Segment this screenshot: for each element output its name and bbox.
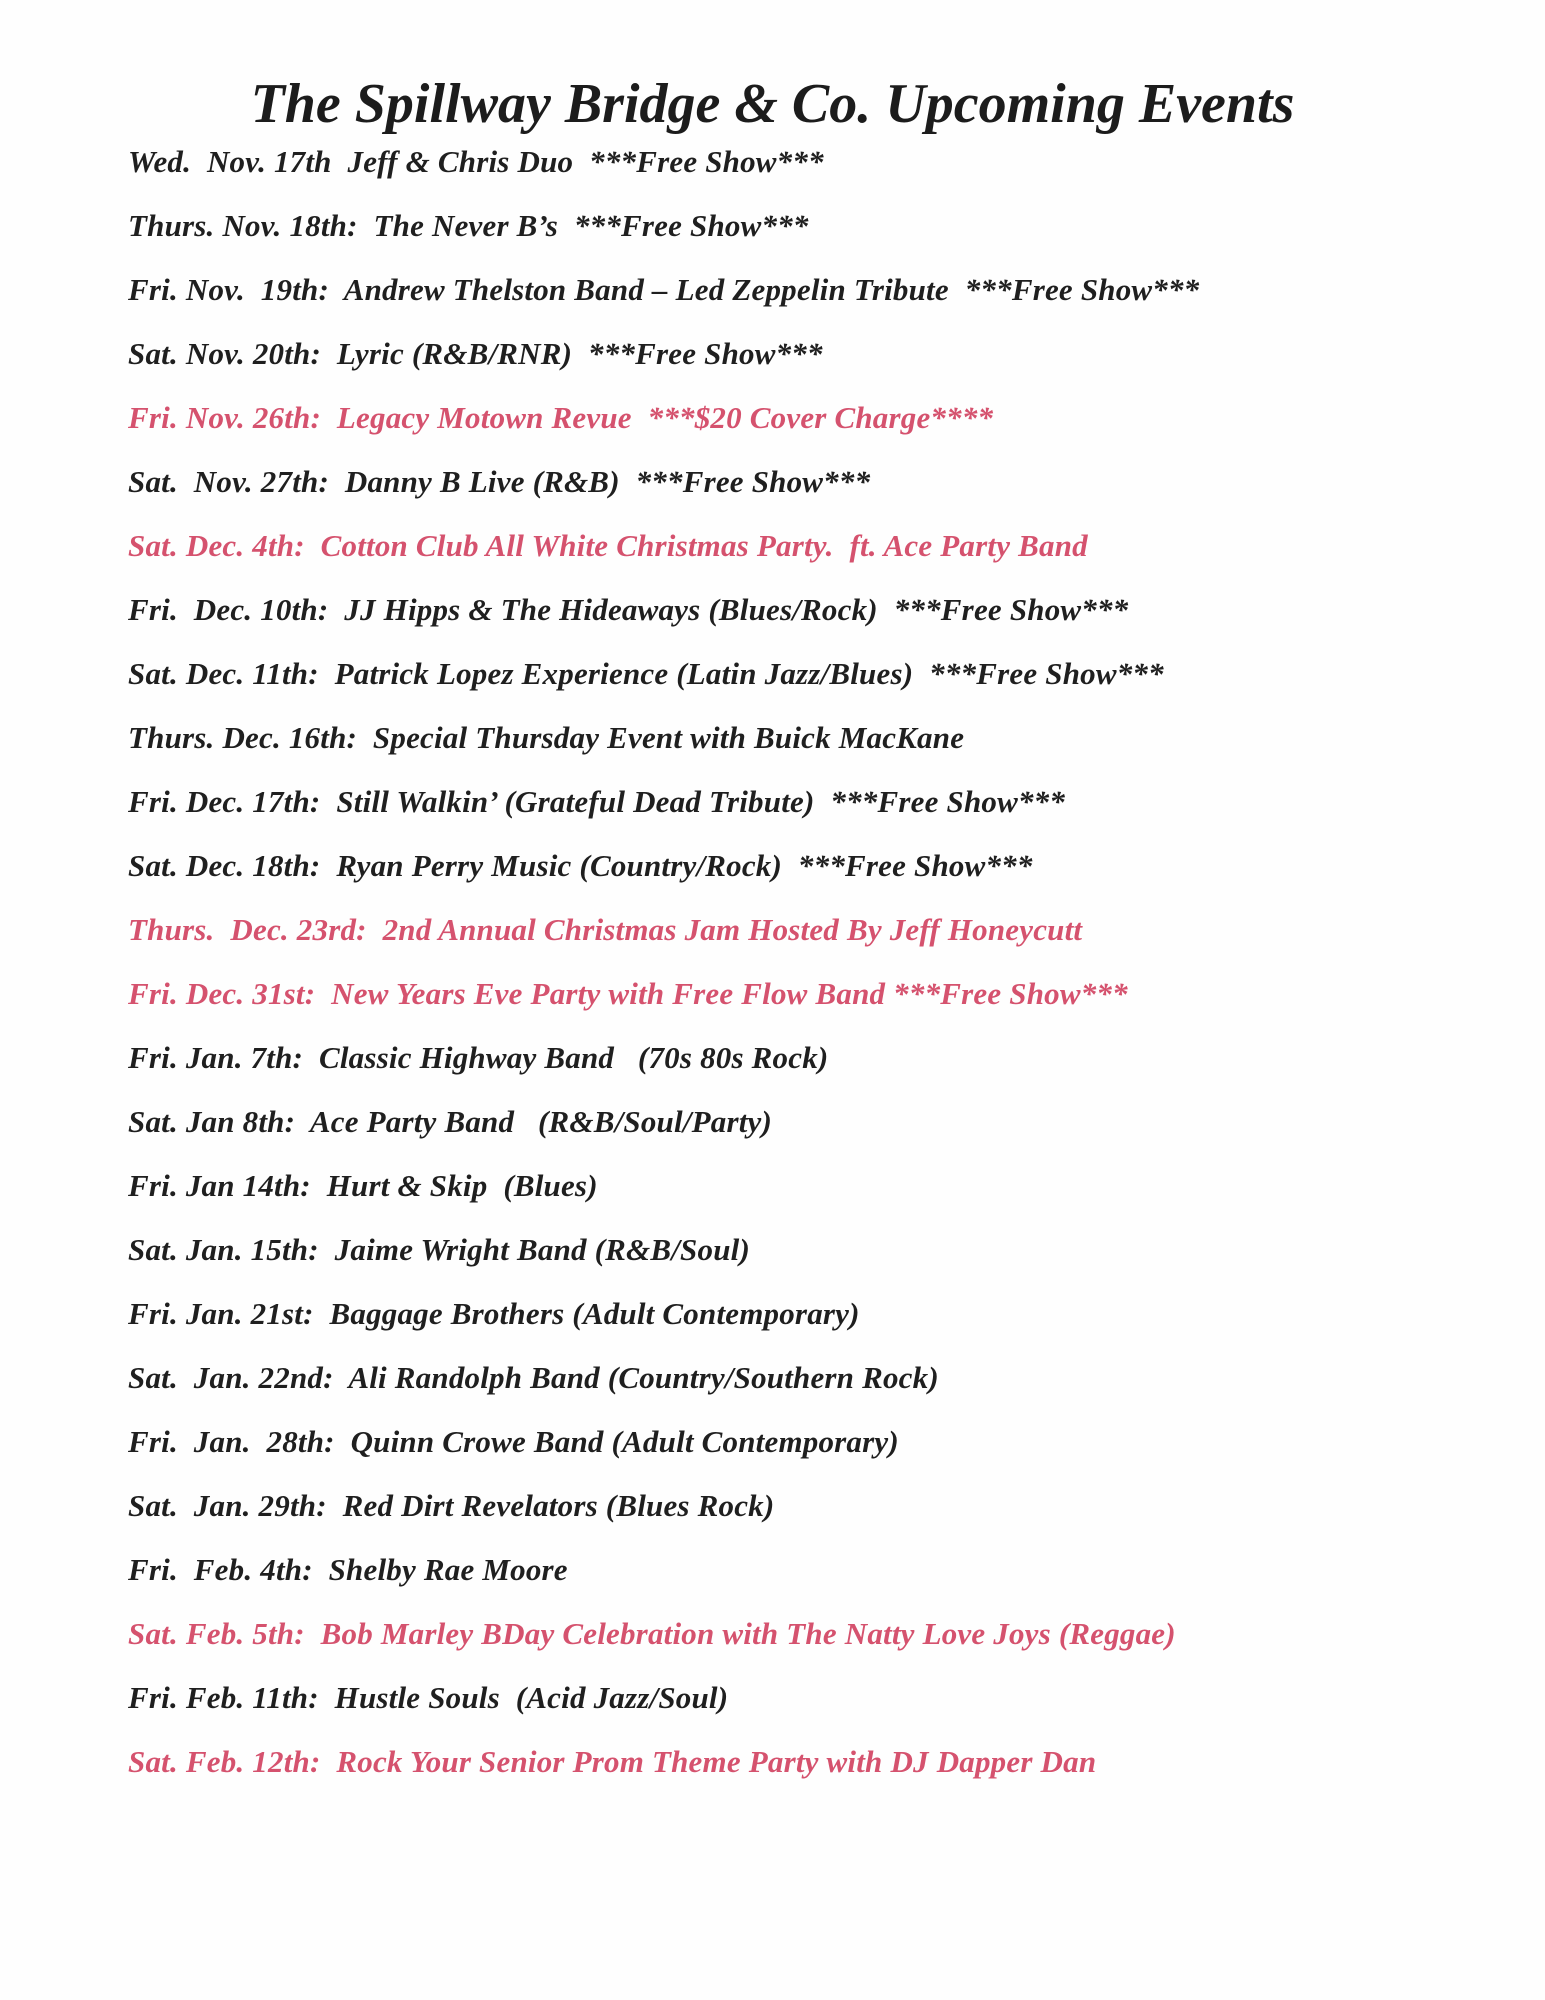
event-item: Fri. Feb. 4th: Shelby Rae Moore: [128, 1552, 568, 1587]
event-item: Fri. Jan. 7th: Classic Highway Band (70s 80s Rock): [128, 1040, 829, 1075]
event-item: Sat. Dec. 4th: Cotton Club All White Christmas Party. ft. Ace Party Band: [128, 528, 1088, 563]
event-item: Fri. Jan. 21st: Baggage Brothers (Adult Contemporary): [128, 1296, 860, 1331]
page-title: The Spillway Bridge & Co. Upcoming Events: [250, 73, 1295, 135]
event-item: Fri. Dec. 31st: New Years Eve Party with Free Flow Band ***Free Show***: [128, 976, 1128, 1011]
event-item: Fri. Dec. 17th: Still Walkin’ (Grateful Dead Tribute) ***Free Show***: [128, 784, 1066, 819]
event-list: [128, 140, 1508, 1804]
event-item: Thurs. Nov. 18th: The Never B’s ***Free Show***: [128, 208, 809, 243]
event-item: Sat. Nov. 20th: Lyric (R&B/RNR) ***Free Show***: [128, 336, 823, 371]
event-item: Fri. Nov. 26th: Legacy Motown Revue ***$20 Cover Charge****: [128, 400, 994, 435]
event-item: Sat. Jan. 22nd: Ali Randolph Band (Country/Southern Rock): [128, 1360, 939, 1395]
event-item: Sat. Feb. 5th: Bob Marley BDay Celebration with The Natty Love Joys (Reggae): [128, 1616, 1176, 1651]
event-item: Fri. Feb. 11th: Hustle Souls (Acid Jazz/Soul): [128, 1680, 729, 1715]
event-item: Fri. Dec. 10th: JJ Hipps & The Hideaways (Blues/Rock) ***Free Show***: [128, 592, 1129, 627]
event-item: Sat. Nov. 27th: Danny B Live (R&B) ***Free Show***: [128, 464, 871, 499]
event-item: Sat. Jan. 15th: Jaime Wright Band (R&B/Soul): [128, 1232, 750, 1267]
event-item: Fri. Jan. 28th: Quinn Crowe Band (Adult Contemporary): [128, 1424, 899, 1459]
event-item: Sat. Feb. 12th: Rock Your Senior Prom Theme Party with DJ Dapper Dan: [128, 1744, 1097, 1779]
event-item: Sat. Dec. 18th: Ryan Perry Music (Country/Rock) ***Free Show***: [128, 848, 1033, 883]
event-item: Sat. Jan 8th: Ace Party Band (R&B/Soul/Party): [128, 1104, 773, 1139]
event-item: Thurs. Dec. 16th: Special Thursday Event with Buick MacKane: [128, 720, 965, 755]
event-item: Fri. Jan 14th: Hurt & Skip (Blues): [128, 1168, 598, 1203]
event-item: Fri. Nov. 19th: Andrew Thelston Band – Led Zeppelin Tribute ***Free Show***: [128, 272, 1200, 307]
event-item: Thurs. Dec. 23rd: 2nd Annual Christmas Jam Hosted By Jeff Honeycutt: [128, 912, 1083, 947]
event-item: Sat. Jan. 29th: Red Dirt Revelators (Blues Rock): [128, 1488, 775, 1523]
event-item: Wed. Nov. 17th Jeff & Chris Duo ***Free Show***: [128, 144, 824, 179]
event-item: Sat. Dec. 11th: Patrick Lopez Experience (Latin Jazz/Blues) ***Free Show***: [128, 656, 1164, 691]
